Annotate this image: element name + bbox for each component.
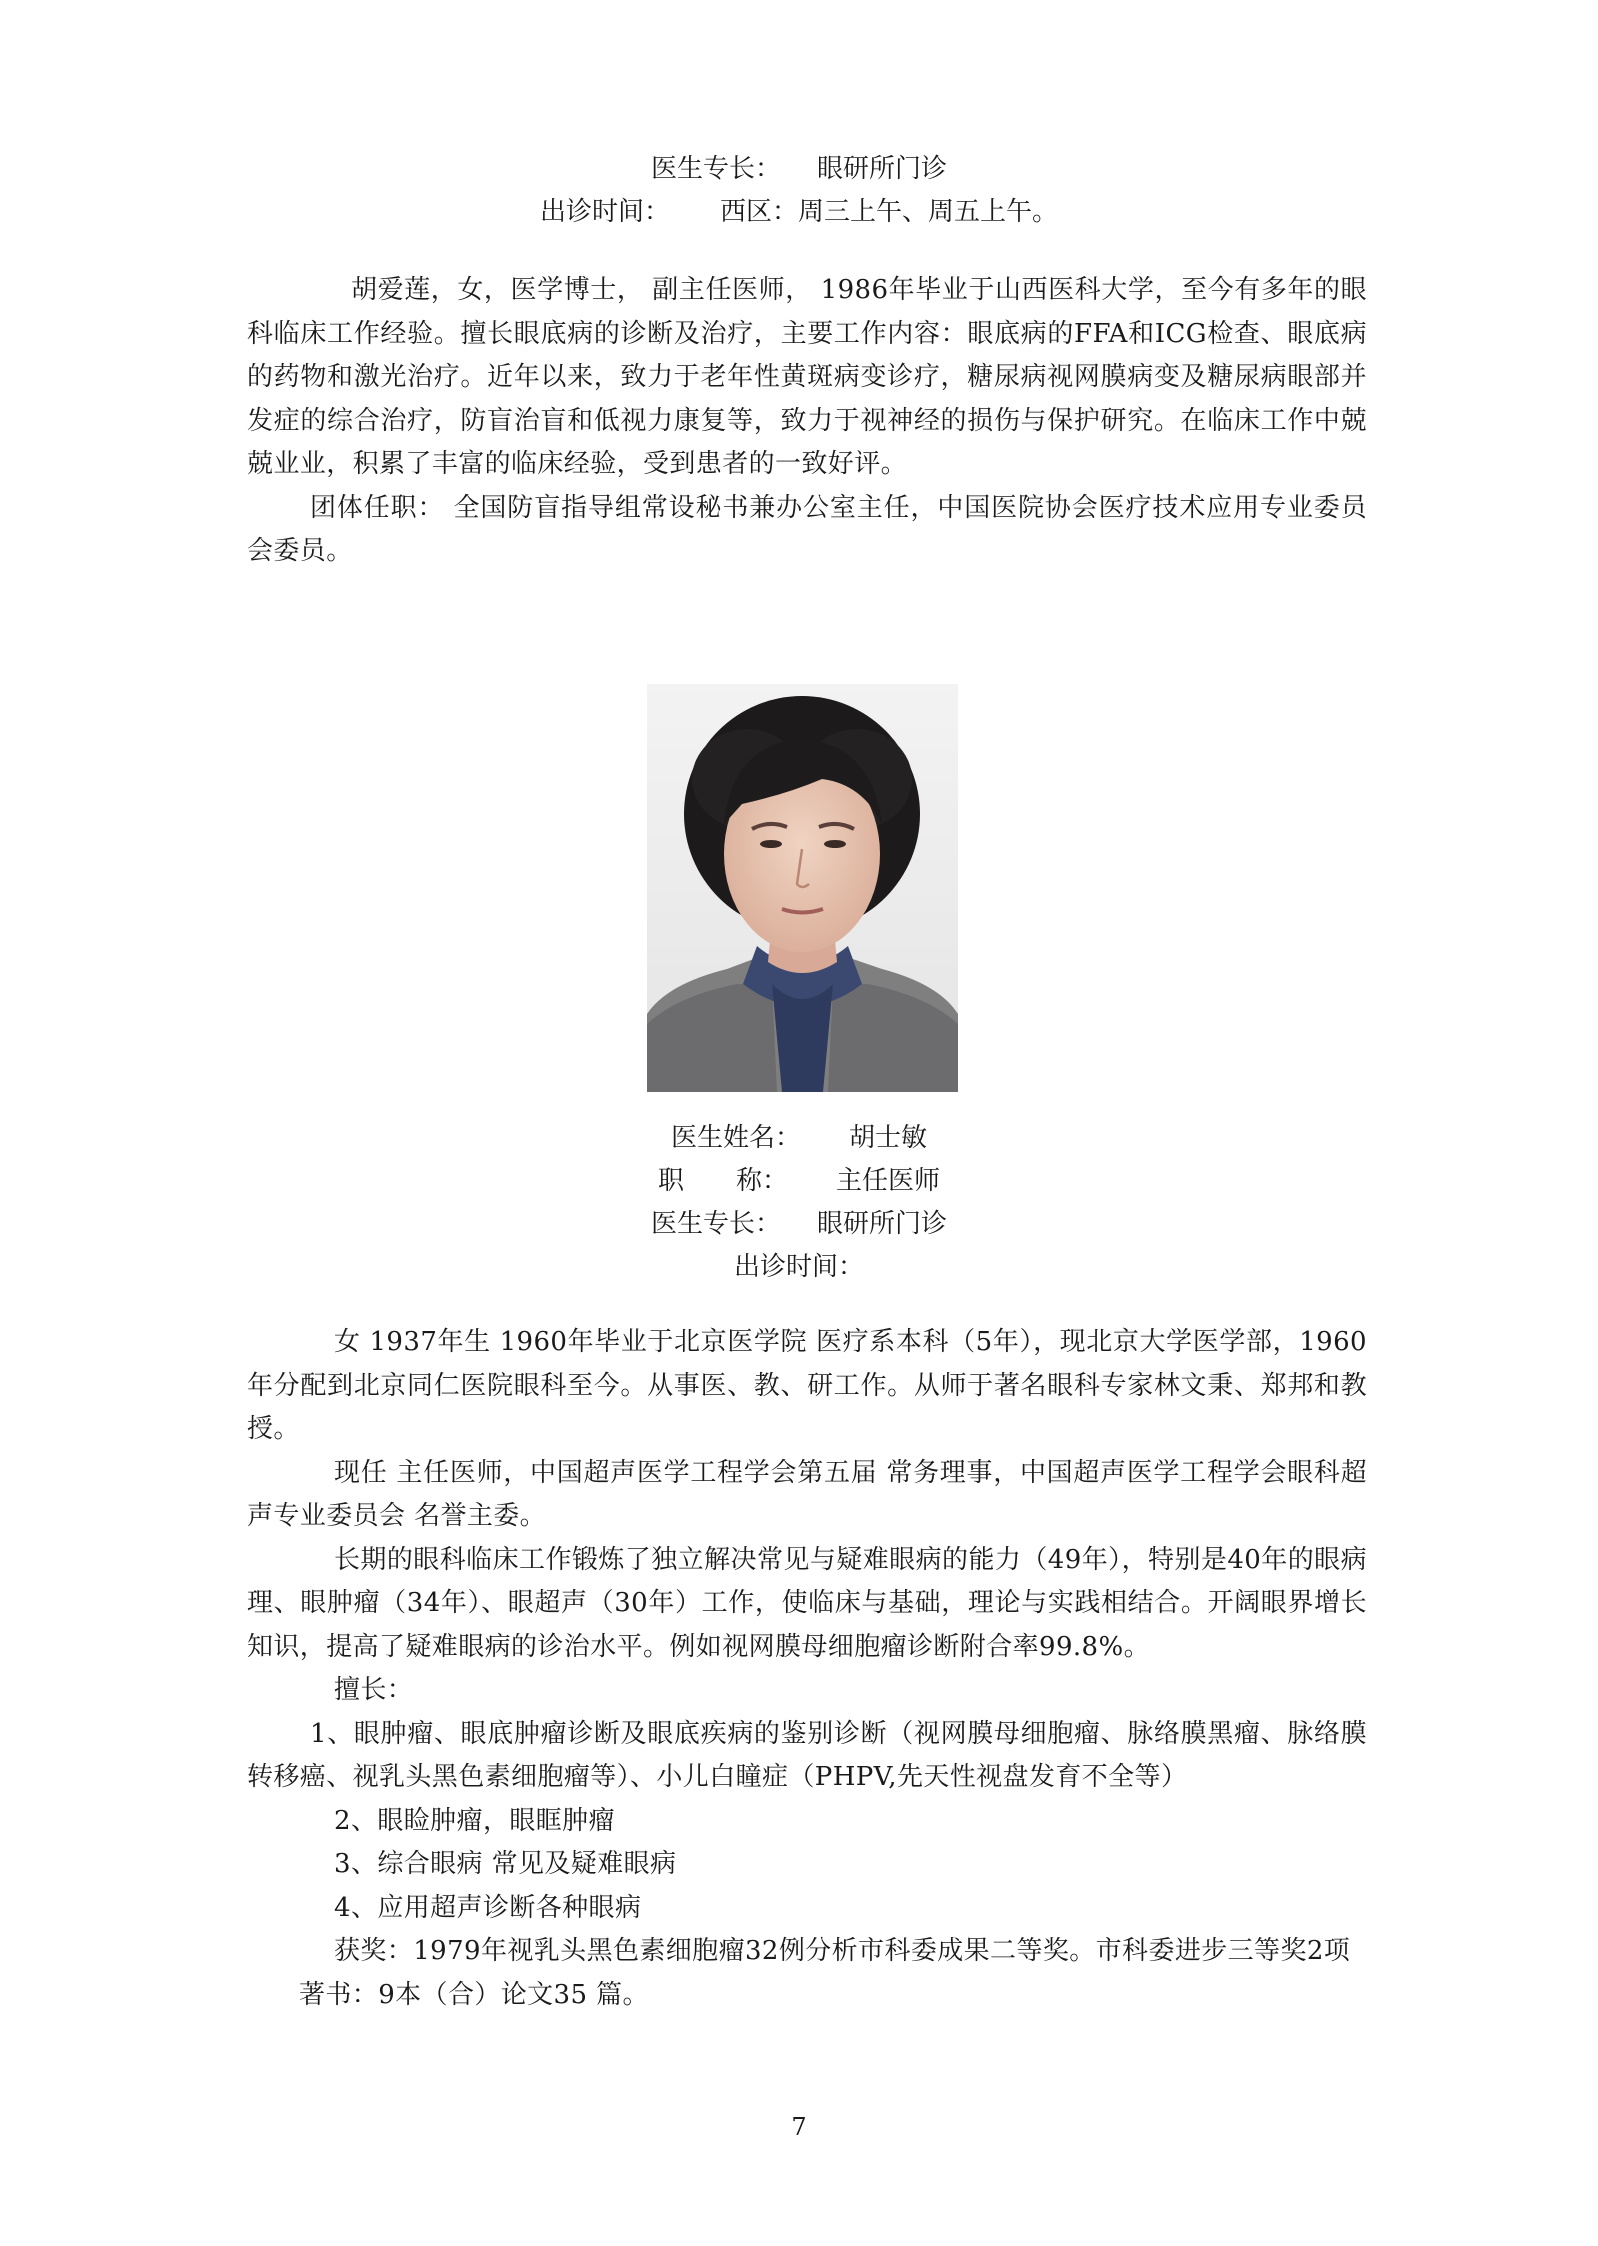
doctor2-expertise-item-3: 3、综合眼病 常见及疑难眼病: [334, 1849, 677, 1879]
doctor2-clinic-time-line: [0, 1246, 1598, 1283]
clinic-time-label: 出诊时间：: [733, 1252, 864, 1282]
doctor2-expertise-heading: 擅长：: [334, 1675, 414, 1705]
doctor1-positions: 团体任职： 全国防盲指导组常设秘书兼办公室主任，中国医院协会医疗技术应用专业委员会委员。: [247, 492, 1367, 566]
doctor1-clinic-time-line: [0, 191, 1598, 228]
name-value: 胡士敏: [849, 1123, 928, 1153]
doctor2-expertise-item-4: 4、应用超声诊断各种眼病: [334, 1892, 642, 1923]
clinic-time-value: 西区：周三上午、周五上午。: [720, 197, 1059, 227]
doctor2-publications: 著书：9本（合）论文35 篇。: [299, 1979, 649, 2010]
doctor2-expertise-item-2: 2、眼睑肿瘤，眼眶肿瘤: [334, 1805, 615, 1836]
doctor-portrait-photo: [647, 684, 958, 1092]
doctor2-name-line: [0, 1117, 1598, 1154]
doctor2-expertise-item-1: 1、眼肿瘤、眼底肿瘤诊断及眼底疾病的鉴别诊断（视网膜母细胞瘤、脉络膜黑瘤、脉络膜转移癌、视乳头黑色素细胞瘤等）、小儿白瞳症（PHPV,先天性视盘发育不全等）: [247, 1718, 1367, 1792]
specialty-value: 眼研所门诊: [817, 1209, 948, 1239]
specialty-value: 眼研所门诊: [817, 154, 948, 184]
page-number: 7: [791, 2113, 807, 2141]
name-label: 医生姓名：: [670, 1123, 801, 1153]
specialty-label: 医生专长：: [650, 1209, 781, 1239]
doctor2-bio-para-3: 长期的眼科临床工作锻炼了独立解决常见与疑难眼病的能力（49年），特别是40年的眼病理、眼肿瘤（34年）、眼超声（30年）工作，使临床与基础，理论与实践相结合。开阔眼界增长知识，提高了疑难眼病的诊治水平。例如视网膜母细胞瘤诊断附合率99.8%。: [247, 1544, 1367, 1662]
doctor2-title-line: [0, 1160, 1598, 1197]
doctor1-specialty-line: [0, 148, 1598, 185]
title-label: 职 称：: [657, 1166, 788, 1196]
clinic-time-label: 出诊时间：: [539, 197, 670, 227]
doctor2-bio-block: [247, 1321, 1367, 2017]
doctor1-bio: 胡爱莲，女，医学博士， 副主任医师， 1986年毕业于山西医科大学，至今有多年的眼科临床工作经验。擅长眼底病的诊断及治疗，主要工作内容：眼底病的FFA和ICG检查、眼底病的药物和激光治疗。近年以来，致力于老年性黄斑病变诊疗，糖尿病视网膜病变及糖尿病眼部并发症的综合治疗，防盲治盲和低视力康复等，致力于视神经的损伤与保护研究。在临床工作中兢兢业业，积累了丰富的临床经验，受到患者的一致好评。: [247, 275, 1367, 479]
specialty-label: 医生专长：: [650, 154, 781, 184]
doctor2-awards: 获奖：1979年视乳头黑色素细胞瘤32例分析市科委成果二等奖。市科委进步三等奖2项: [334, 1936, 1351, 1966]
title-value: 主任医师: [836, 1166, 941, 1196]
doctor1-bio-block: [247, 269, 1367, 574]
doctor2-bio-para-1: 女 1937年生 1960年毕业于北京医学院 医疗系本科（5年），现北京大学医学部，1960年分配到北京同仁医院眼科至今。从事医、教、研工作。从师于著名眼科专家林文秉、郑邦和教授。: [247, 1327, 1367, 1444]
doctor2-specialty-line: [0, 1203, 1598, 1240]
doctor2-bio-para-2: 现任 主任医师，中国超声医学工程学会第五届 常务理事，中国超声医学工程学会眼科超声专业委员会 名誉主委。: [247, 1457, 1367, 1531]
